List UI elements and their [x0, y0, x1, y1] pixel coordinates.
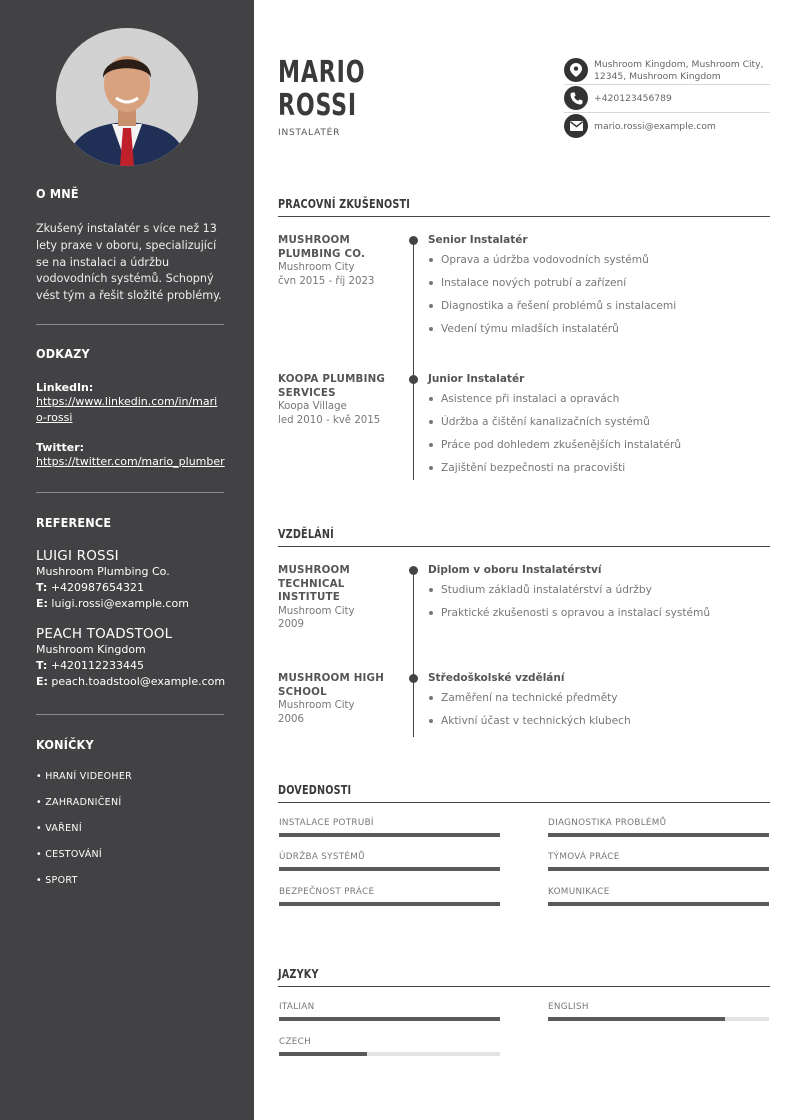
skill-item	[279, 887, 500, 906]
education-entry-details	[428, 672, 768, 738]
about-text: Zkušený instalatér s více než 13 lety praxe v oboru, specializující se na instalaci a údržbu vodovodních systémů. Schopný vést tým a řešit složité problémy.	[36, 222, 222, 303]
entry-org: MUSHROOM PLUMBING CO.	[278, 234, 366, 260]
language-bar	[548, 1017, 769, 1021]
skill-item	[279, 852, 500, 871]
contact-address	[564, 58, 770, 82]
skill-label: BEZPEČNOST PRÁCE	[279, 887, 375, 897]
education-entry-meta	[278, 564, 393, 632]
skill-bar-fill	[279, 902, 500, 906]
link-twitter	[36, 441, 226, 470]
email-label: E:	[36, 675, 48, 688]
language-item	[279, 1037, 500, 1056]
reference-email: peach.toadstool@example.com	[51, 675, 226, 688]
skill-bar-fill	[548, 902, 769, 906]
links-title: ODKAZY	[36, 346, 90, 361]
email-text: mario.rossi@example.com	[594, 121, 716, 132]
hobby-item: • ZAHRADNIČENÍ	[36, 797, 122, 808]
skill-item	[279, 818, 500, 837]
entry-bullet: Studium základů instalatérství a údržby	[428, 584, 768, 597]
skill-item	[548, 818, 769, 837]
address-text: Mushroom Kingdom, Mushroom City, 12345, Mushroom Kingdom	[594, 59, 764, 82]
entry-org: MUSHROOM HIGH SCHOOL	[278, 672, 385, 698]
email-label: E:	[36, 597, 48, 610]
skill-bar	[548, 902, 769, 906]
entry-bullet: Vedení týmu mladších instalatérů	[428, 323, 768, 336]
entry-bullet: Práce pod dohledem zkušenějších instalatérů	[428, 439, 768, 452]
experience-entry-details	[428, 234, 768, 346]
languages-title: JAZYKY	[278, 966, 319, 981]
skill-bar-fill	[548, 867, 769, 871]
entry-dates: čvn 2015 - říj 2023	[278, 275, 375, 287]
entry-org: KOOPA PLUMBING SERVICES	[278, 373, 386, 399]
phone-text: +420123456789	[594, 93, 672, 104]
sidebar-divider	[36, 714, 224, 715]
skill-label: ÚDRŽBA SYSTÉMŮ	[279, 852, 365, 862]
skill-bar-fill	[279, 833, 500, 837]
link-label: Twitter:	[36, 441, 85, 454]
skill-bar	[279, 902, 500, 906]
section-divider	[278, 216, 770, 217]
skill-label: KOMUNIKACE	[548, 887, 610, 897]
reference-email: luigi.rossi@example.com	[51, 597, 189, 610]
hobby-item: • HRANÍ VIDEOHER	[36, 771, 133, 782]
hobby-item: • SPORT	[36, 875, 78, 886]
reference-phone: +420987654321	[50, 581, 145, 594]
entry-location: Mushroom City	[278, 605, 355, 617]
skill-label: TÝMOVÁ PRÁCE	[548, 852, 620, 862]
language-label: ENGLISH	[548, 1002, 589, 1012]
entry-role: Diplom v oboru Instalatérství	[428, 564, 602, 576]
section-divider	[278, 986, 770, 987]
timeline-dot	[409, 236, 418, 245]
entry-bullet: Diagnostika a řešení problémů s instalacemi	[428, 300, 768, 313]
phone-label: T:	[36, 581, 48, 594]
twitter-url[interactable]: https://twitter.com/mario_plumber	[36, 455, 225, 468]
timeline-line	[413, 240, 414, 480]
sidebar-divider	[36, 492, 224, 493]
reference-item	[36, 626, 246, 690]
entry-dates: 2006	[278, 713, 304, 725]
education-entry-details	[428, 564, 768, 630]
contact-divider	[564, 112, 770, 113]
references-title: REFERENCE	[36, 515, 112, 530]
phone-icon	[564, 86, 588, 110]
language-label: CZECH	[279, 1037, 311, 1047]
contact-email	[564, 114, 770, 138]
skills-title: DOVEDNOSTI	[278, 782, 352, 797]
skill-bar	[279, 833, 500, 837]
language-bar-fill	[279, 1017, 500, 1021]
entry-dates: led 2010 - kvě 2015	[278, 414, 381, 426]
skill-bar	[548, 833, 769, 837]
link-linkedin	[36, 381, 218, 426]
experience-entry-meta	[278, 373, 393, 427]
language-bar	[279, 1052, 500, 1056]
linkedin-url[interactable]: https://www.linkedin.com/in/mario-rossi	[36, 395, 218, 424]
timeline-dot	[409, 674, 418, 683]
entry-org: MUSHROOM TECHNICAL INSTITUTE	[278, 564, 350, 603]
last-name: ROSSI	[278, 88, 357, 123]
skill-bar-fill	[279, 867, 500, 871]
language-item	[279, 1002, 500, 1021]
language-bar	[279, 1017, 500, 1021]
language-label: ITALIAN	[279, 1002, 315, 1012]
skill-item	[548, 852, 769, 871]
entry-bullet: Asistence při instalaci a opravách	[428, 393, 768, 406]
entry-bullet: Praktické zkušenosti s opravou a instalací systémů	[428, 607, 768, 620]
envelope-icon	[564, 114, 588, 138]
profile-photo	[56, 28, 198, 166]
skill-bar	[279, 867, 500, 871]
reference-company: Mushroom Kingdom	[36, 643, 146, 656]
language-bar-fill	[548, 1017, 725, 1021]
reference-item	[36, 548, 236, 612]
link-label: LinkedIn:	[36, 381, 94, 394]
entry-bullet: Zaměření na technické předměty	[428, 692, 768, 705]
entry-location: Koopa Village	[278, 401, 347, 412]
section-divider	[278, 546, 770, 547]
education-title: VZDĚLÁNÍ	[278, 526, 334, 541]
language-item	[548, 1002, 769, 1021]
timeline-line	[413, 570, 414, 737]
entry-role: Senior Instalatér	[428, 234, 528, 246]
hobbies-title: KONÍČKY	[36, 737, 94, 752]
entry-location: Mushroom City	[278, 262, 355, 273]
reference-company: Mushroom Plumbing Co.	[36, 565, 170, 578]
entry-role: Středoškolské vzdělání	[428, 672, 565, 684]
experience-title: PRACOVNÍ ZKUŠENOSTI	[278, 196, 411, 211]
entry-bullet: Aktivní účast v technických klubech	[428, 715, 768, 728]
skill-bar	[548, 867, 769, 871]
entry-bullet: Oprava a údržba vodovodních systémů	[428, 254, 768, 267]
about-title: O MNĚ	[36, 186, 79, 201]
entry-bullet: Zajištění bezpečnosti na pracovišti	[428, 462, 768, 475]
timeline-dot	[409, 375, 418, 384]
hobby-item: • VAŘENÍ	[36, 823, 82, 834]
sidebar	[0, 0, 254, 1120]
entry-role: Junior Instalatér	[428, 373, 525, 385]
entry-bullet: Instalace nových potrubí a zařízení	[428, 277, 768, 290]
reference-name: PEACH TOADSTOOL	[36, 626, 173, 642]
entry-dates: 2009	[278, 619, 304, 630]
first-name: MARIO	[278, 55, 366, 90]
timeline-dot	[409, 566, 418, 575]
entry-location: Mushroom City	[278, 700, 355, 711]
avatar	[56, 28, 198, 166]
skill-bar-fill	[548, 833, 769, 837]
skill-label: INSTALACE POTRUBÍ	[279, 818, 374, 828]
reference-name: LUIGI ROSSI	[36, 548, 119, 564]
sidebar-divider	[36, 324, 224, 325]
reference-phone: +420112233445	[50, 659, 145, 672]
education-entry-meta	[278, 672, 393, 726]
location-pin-icon	[564, 58, 588, 82]
entry-bullet: Údržba a čištění kanalizačních systémů	[428, 416, 768, 429]
contact-phone	[564, 86, 770, 110]
experience-entry-meta	[278, 234, 393, 288]
phone-label: T:	[36, 659, 48, 672]
language-bar-fill	[279, 1052, 367, 1056]
skill-label: DIAGNOSTIKA PROBLÉMŮ	[548, 818, 667, 828]
job-title: INSTALATÉR	[278, 128, 341, 138]
hobby-item: • CESTOVÁNÍ	[36, 849, 103, 860]
section-divider	[278, 802, 770, 803]
experience-entry-details	[428, 373, 768, 485]
skill-item	[548, 887, 769, 906]
contact-divider	[564, 84, 770, 85]
